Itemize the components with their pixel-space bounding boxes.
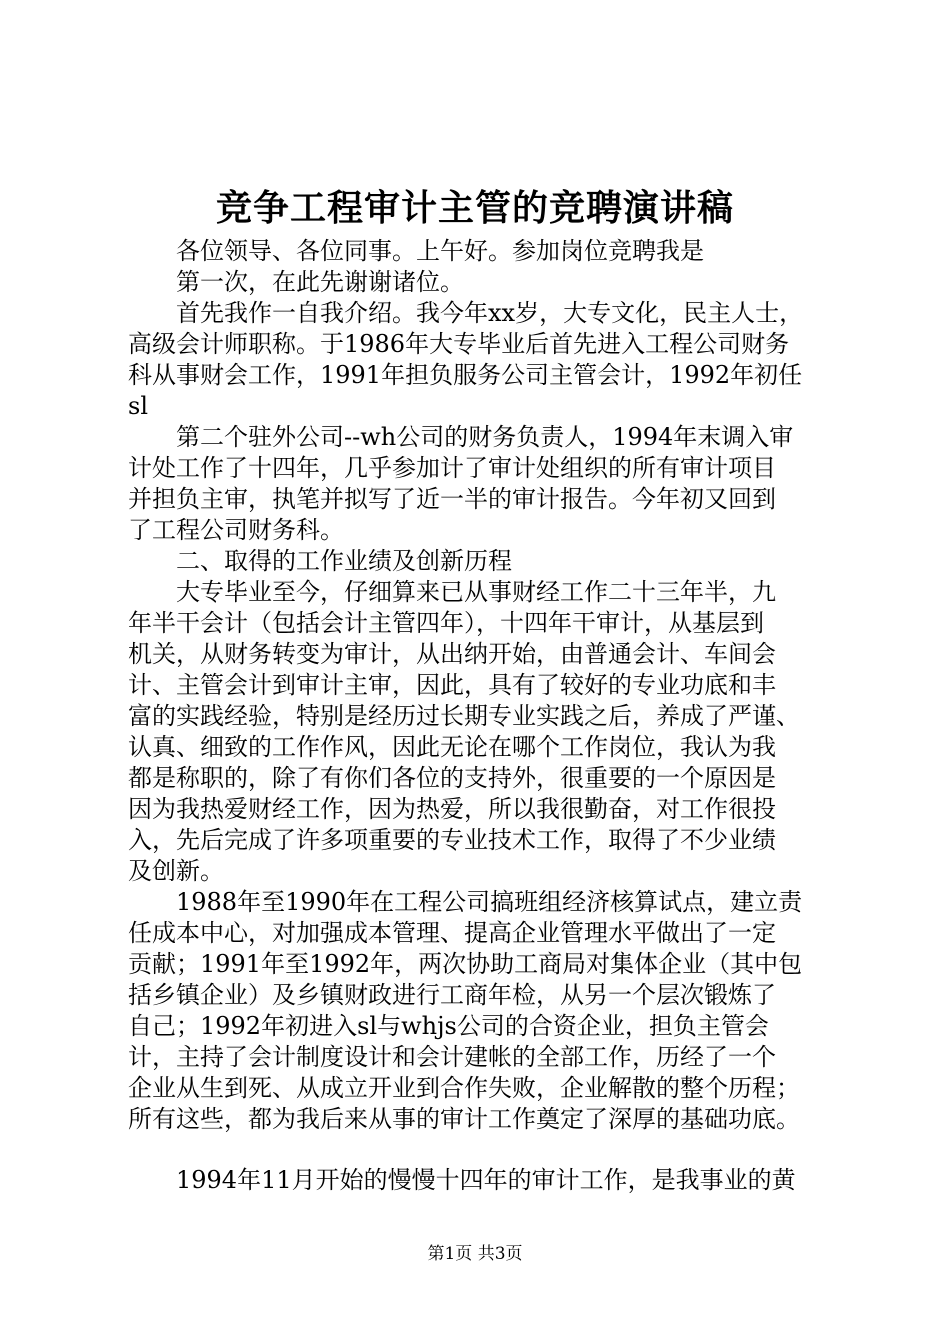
text-line: 括乡镇企业）及乡镇财政进行工商年检，从另一个层次锻炼了 [128, 981, 776, 1009]
text-line: 了工程公司财务科。 [128, 516, 344, 544]
page-footer: 第1页 共3页 [427, 1244, 523, 1264]
text-line: 都是称职的，除了有你们各位的支持外，很重要的一个原因是 [128, 764, 776, 792]
text-line: 高级会计师职称。于1986年大专毕业后首先进入工程公司财务 [128, 330, 790, 358]
text-line: 所有这些，都为我后来从事的审计工作奠定了深厚的基础功底。 [128, 1105, 800, 1133]
text-line: 认真、细致的工作作风，因此无论在哪个工作岗位，我认为我 [128, 733, 776, 761]
text-line: 首先我作一自我介绍。我今年xx岁，大专文化，民主人士， [128, 299, 804, 327]
document-title: 竞争工程审计主管的竞聘演讲稿 [215, 187, 734, 229]
text-line-last: 1994年11月开始的慢慢十四年的审计工作，是我事业的黄 [128, 1166, 796, 1194]
text-line: 第二个驻外公司--wh公司的财务负责人，1994年末调入审 [128, 423, 794, 451]
text-line: 科从事财会工作，1991年担负服务公司主管会计，1992年初任 [128, 361, 803, 389]
text-line: 第一次，在此先谢谢诸位。 [128, 268, 464, 296]
paragraph-gap [128, 1135, 828, 1165]
text-line: 计处工作了十四年，几乎参加计了审计处组织的所有审计项目 [128, 454, 776, 482]
document-body [128, 236, 828, 1196]
text-line: sl [128, 392, 148, 420]
text-line: 入，先后完成了许多项重要的专业技术工作，取得了不少业绩 [128, 826, 776, 854]
text-line: 机关，从财务转变为审计，从出纳开始，由普通会计、车间会 [128, 640, 776, 668]
text-line: 贡献；1991年至1992年，两次协助工商局对集体企业（其中包 [128, 950, 803, 978]
text-line: 任成本中心，对加强成本管理、提高企业管理水平做出了一定 [128, 919, 776, 947]
text-line: 及创新。 [128, 857, 224, 885]
text-line: 富的实践经验，特别是经历过长期专业实践之后，养成了严谨、 [128, 702, 800, 730]
text-line: 企业从生到死、从成立开业到合作失败，企业解散的整个历程； [128, 1074, 800, 1102]
text-line: 计，主持了会计制度设计和会计建帐的全部工作，历经了一个 [128, 1043, 776, 1071]
text-line: 大专毕业至今，仔细算来已从事财经工作二十三年半，九 [128, 578, 776, 606]
text-line: 自己；1992年初进入sl与whjs公司的合资企业，担负主管会 [128, 1012, 769, 1040]
text-line: 二、取得的工作业绩及创新历程 [128, 547, 512, 575]
text-line: 年半干会计（包括会计主管四年），十四年干审计，从基层到 [128, 609, 764, 637]
text-line: 因为我热爱财经工作，因为热爱，所以我很勤奋，对工作很投 [128, 795, 776, 823]
text-line: 计、主管会计到审计主审，因此，具有了较好的专业功底和丰 [128, 671, 776, 699]
text-line: 各位领导、各位同事。上午好。参加岗位竞聘我是 [128, 237, 704, 265]
text-line: 1988年至1990年在工程公司搞班组经济核算试点，建立责 [128, 888, 803, 916]
text-line: 并担负主审，执笔并拟写了近一半的审计报告。今年初又回到 [128, 485, 776, 513]
